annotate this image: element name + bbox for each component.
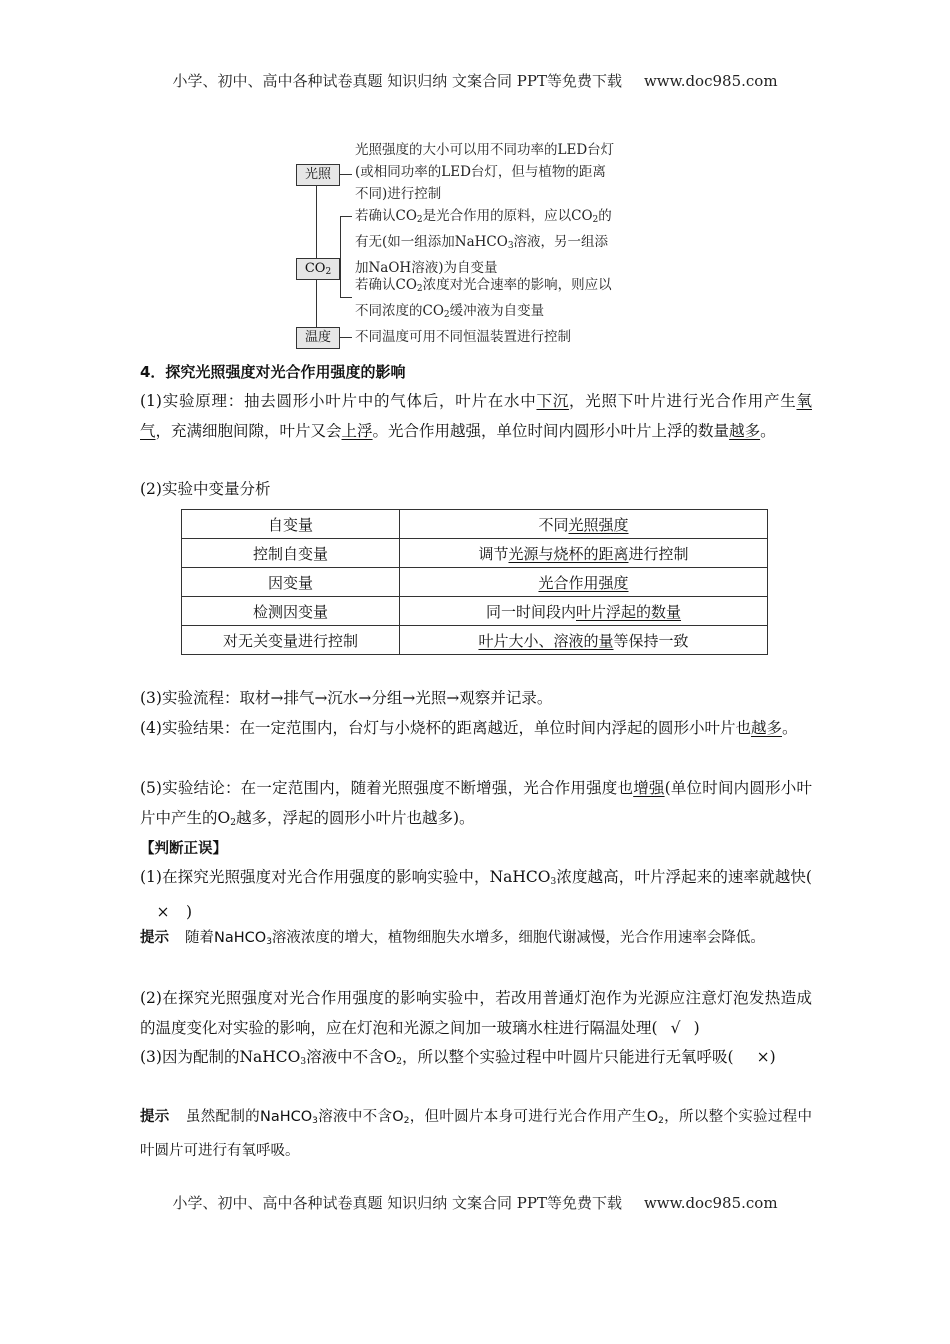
- diagram-co2-top-branch: [340, 216, 352, 217]
- answer-mark-1: ×: [156, 903, 170, 921]
- table-cell-value: 光合作用强度: [400, 568, 768, 597]
- principle-paragraph: (1)实验原理：抽去圆形小叶片中的气体后，叶片在水中下沉，光照下叶片进行光合作用产生氧气，充满细胞间隙，叶片又会上浮。光合作用越强，单位时间内圆形小叶片上浮的数量越多。: [140, 392, 812, 440]
- hint-1: 提示 随着NaHCO$_3$溶液浓度的增大，植物细胞失水增多，细胞代谢减慢，光合作用速率会降低。: [140, 930, 765, 947]
- procedure-paragraph: (3)实验流程：取材→排气→沉水→分组→光照→观察并记录。: [140, 689, 553, 707]
- footer-url[interactable]: www.doc985.com: [643, 1194, 778, 1212]
- answer-mark-3: ×: [756, 1048, 770, 1066]
- variable-table: [181, 509, 768, 655]
- table-cell-key: 控制自变量: [182, 539, 400, 568]
- table-cell-key: 自变量: [182, 510, 400, 539]
- temp-box: [296, 327, 340, 349]
- diagram-co2-bracket: [340, 216, 341, 298]
- table-row: [182, 568, 768, 597]
- table-cell-value: 调节光源与烧杯的距离进行控制: [400, 539, 768, 568]
- diagram-temp-connector: [338, 337, 352, 338]
- table-cell-value: 叶片大小、溶液的量等保持一致: [400, 626, 768, 655]
- table-cell-key: 因变量: [182, 568, 400, 597]
- question-2: (2)在探究光照强度对光合作用强度的影响实验中，若改用普通灯泡作为光源应注意灯泡发热造成的温度变化对实验的影响，应在灯泡和光源之间加一玻璃水柱进行隔温处理( √ ): [140, 983, 812, 1043]
- diagram-light-connector: [338, 174, 352, 175]
- table-row: [182, 539, 768, 568]
- table-cell-value: 同一时间段内叶片浮起的数量: [400, 597, 768, 626]
- answer-mark-2: √: [670, 1019, 681, 1037]
- light-box: [296, 164, 340, 186]
- footer-text: 小学、初中、高中各种试卷真题 知识归纳 文案合同 PPT等免费下载: [172, 1194, 622, 1212]
- hint-3: 提示 虽然配制的NaHCO$_3$溶液中不含$O_2$，但叶圆片本身可进行光合作用产生$O_2$，所以整个实验过程中叶圆片可进行有氧呼吸。: [140, 1109, 812, 1159]
- page-footer: [0, 1192, 950, 1213]
- table-row: [182, 626, 768, 655]
- co2-description-b: 若确认$CO_2$浓度对光合速率的影响，则应以 不同浓度的$CO_2$缓冲液为自变量: [355, 277, 612, 320]
- result-paragraph: (4)实验结果：在一定范围内，台灯与小烧杯的距离越近，单位时间内浮起的圆形小叶片也越多。: [140, 719, 798, 737]
- diagram-vertical-line: [316, 185, 317, 327]
- question-3: (3)因为配制的NaHCO$_3$溶液中不含$O_2$，所以整个实验过程中叶圆片只能进行无氧呼吸( ×): [140, 1042, 812, 1077]
- co2-description-a: 若确认$CO_2$是光合作用的原料，应以$CO_2$的 有无(如一组添加NaHCO$_3$溶液，另一组添 加NaOH溶液)为自变量: [355, 208, 612, 276]
- temp-label: 温度: [304, 330, 331, 345]
- question-1: (1)在探究光照强度对光合作用强度的影响实验中，NaHCO$_3$浓度越高，叶片浮起来的速率就越快(× ): [140, 862, 812, 927]
- conclusion-paragraph: (5)实验结论：在一定范围内，随着光照强度不断增强，光合作用强度也增强(单位时间内圆形小叶片中产生的$O_2$越多，浮起的圆形小叶片也越多)。: [140, 779, 812, 828]
- table-row: [182, 510, 768, 539]
- table-cell-value: 不同光照强度: [400, 510, 768, 539]
- judge-title: 【判断正误】: [140, 841, 227, 857]
- co2-label: $CO_2$: [304, 261, 332, 277]
- light-label: 光照: [304, 167, 331, 182]
- light-description: 光照强度的大小可以用不同功率的LED台灯 (或相同功率的LED台灯，但与植物的距离 不同)进行控制: [355, 142, 615, 202]
- header-url[interactable]: www.doc985.com: [643, 72, 778, 90]
- temp-description: 不同温度可用不同恒温装置进行控制: [355, 329, 571, 345]
- diagram-co2-bottom-branch: [340, 297, 352, 298]
- variables-heading: (2)实验中变量分析: [140, 480, 271, 498]
- co2-box: [296, 258, 340, 280]
- page-header: [0, 70, 950, 91]
- section-title: 4．探究光照强度对光合作用强度的影响: [140, 363, 406, 381]
- table-row: [182, 597, 768, 626]
- header-text: 小学、初中、高中各种试卷真题 知识归纳 文案合同 PPT等免费下载: [172, 72, 622, 90]
- table-cell-key: 检测因变量: [182, 597, 400, 626]
- table-cell-key: 对无关变量进行控制: [182, 626, 400, 655]
